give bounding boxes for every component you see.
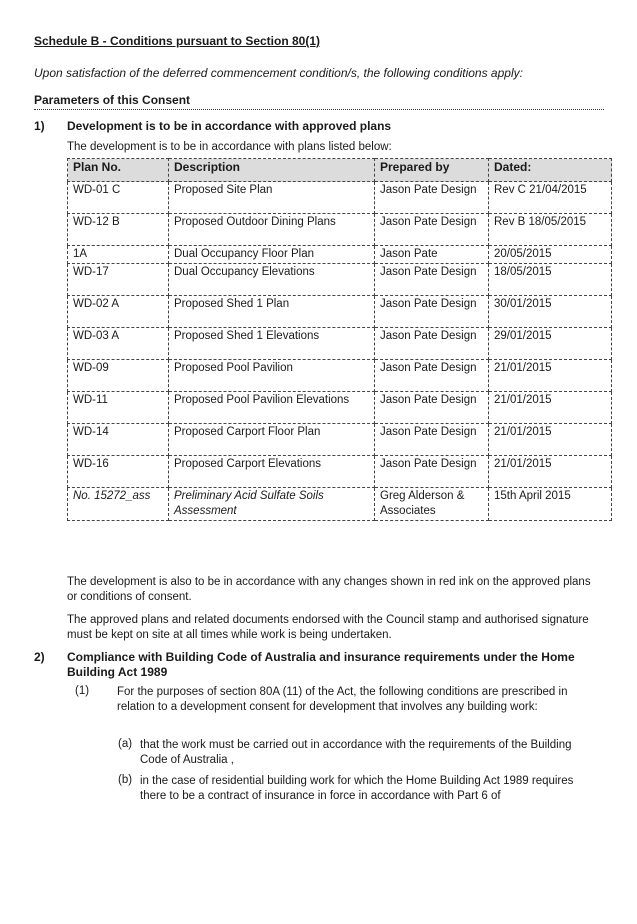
cell-prepared-by: Jason Pate Design xyxy=(375,360,489,392)
cell-description: Proposed Pool Pavilion xyxy=(169,360,375,392)
cell-plan-no: WD-09 xyxy=(68,360,169,392)
cell-dated: 21/01/2015 xyxy=(489,456,612,488)
cell-dated: 30/01/2015 xyxy=(489,296,612,328)
cell-dated: 21/01/2015 xyxy=(489,360,612,392)
header-prepared-by: Prepared by xyxy=(375,159,489,182)
sub-1-label: (1) xyxy=(75,685,90,697)
section-1-after-table: The development is also to be in accordance with any changes shown in red ink on the approved plans or conditions of consent. xyxy=(67,576,591,603)
cell-plan-no: WD-03 A xyxy=(68,328,169,360)
cell-prepared-by: Jason Pate Design xyxy=(375,264,489,296)
cell-dated: 20/05/2015 xyxy=(489,246,612,264)
table-row xyxy=(68,328,612,360)
table-row xyxy=(68,246,612,264)
cell-description: Proposed Pool Pavilion Elevations xyxy=(169,392,375,424)
table-row xyxy=(68,214,612,246)
cell-prepared-by: Greg Alderson & Associates xyxy=(375,488,489,521)
schedule-title: Schedule B - Conditions pursuant to Section 80(1) xyxy=(34,34,321,48)
cell-plan-no: WD-14 xyxy=(68,424,169,456)
table-row xyxy=(68,182,612,214)
cell-prepared-by: Jason Pate Design xyxy=(375,456,489,488)
cell-plan-no: WD-12 B xyxy=(68,214,169,246)
cell-prepared-by: Jason Pate Design xyxy=(375,296,489,328)
cell-dated: Rev C 21/04/2015 xyxy=(489,182,612,214)
cell-description: Dual Occupancy Floor Plan xyxy=(169,246,375,264)
section-2-heading: Compliance with Building Code of Australia and insurance requirements under the Home Building Act 1989 xyxy=(67,650,575,679)
cell-plan-no: WD-01 C xyxy=(68,182,169,214)
cell-description: Proposed Carport Elevations xyxy=(169,456,375,488)
item-a-label: (a) xyxy=(118,738,133,750)
sub-1-text: For the purposes of section 80A (11) of the Act, the following conditions are prescribed in relation to a development consent for development that involves any building work: xyxy=(117,686,568,713)
plans-table xyxy=(67,158,612,521)
item-b-text: in the case of residential building work for which the Home Building Act 1989 requires there to be a contract of insurance in force in accordance with Part 6 of xyxy=(140,775,574,802)
header-plan-no: Plan No. xyxy=(68,159,169,182)
cell-description: Dual Occupancy Elevations xyxy=(169,264,375,296)
table-row xyxy=(68,360,612,392)
item-b-label: (b) xyxy=(118,774,133,786)
cell-prepared-by: Jason Pate Design xyxy=(375,214,489,246)
table-row xyxy=(68,424,612,456)
cell-plan-no: WD-16 xyxy=(68,456,169,488)
cell-prepared-by: Jason Pate Design xyxy=(375,392,489,424)
table-header-row xyxy=(68,159,612,182)
cell-dated: 21/01/2015 xyxy=(489,392,612,424)
parameters-heading: Parameters of this Consent xyxy=(34,93,604,110)
cell-description: Proposed Site Plan xyxy=(169,182,375,214)
table-row xyxy=(68,264,612,296)
cell-dated: 29/01/2015 xyxy=(489,328,612,360)
section-1-number: 1) xyxy=(34,119,45,133)
cell-prepared-by: Jason Pate Design xyxy=(375,328,489,360)
cell-dated: 15th April 2015 xyxy=(489,488,612,521)
cell-plan-no: No. 15272_ass xyxy=(68,488,169,521)
cell-plan-no: WD-17 xyxy=(68,264,169,296)
section-2-number: 2) xyxy=(34,650,45,664)
cell-plan-no: WD-11 xyxy=(68,392,169,424)
cell-dated: Rev B 18/05/2015 xyxy=(489,214,612,246)
cell-plan-no: WD-02 A xyxy=(68,296,169,328)
header-description: Description xyxy=(169,159,375,182)
cell-prepared-by: Jason Pate Design xyxy=(375,182,489,214)
cell-dated: 21/01/2015 xyxy=(489,424,612,456)
intro-text: Upon satisfaction of the deferred commencement condition/s, the following conditions apply: xyxy=(34,66,523,80)
cell-description: Proposed Shed 1 Plan xyxy=(169,296,375,328)
cell-prepared-by: Jason Pate xyxy=(375,246,489,264)
section-1-stamp-note: The approved plans and related documents endorsed with the Council stamp and authorised signature must be kept on site at all times while work is being undertaken. xyxy=(67,614,589,641)
item-a-text: that the work must be carried out in accordance with the requirements of the Building Code of Australia , xyxy=(140,739,572,766)
table-row xyxy=(68,456,612,488)
cell-description: Proposed Outdoor Dining Plans xyxy=(169,214,375,246)
cell-description: Preliminary Acid Sulfate Soils Assessment xyxy=(169,488,375,521)
table-row xyxy=(68,296,612,328)
cell-prepared-by: Jason Pate Design xyxy=(375,424,489,456)
cell-description: Proposed Shed 1 Elevations xyxy=(169,328,375,360)
cell-plan-no: 1A xyxy=(68,246,169,264)
table-row xyxy=(68,488,612,521)
header-dated: Dated: xyxy=(489,159,612,182)
cell-dated: 18/05/2015 xyxy=(489,264,612,296)
table-row xyxy=(68,392,612,424)
section-1-heading: Development is to be in accordance with approved plans xyxy=(67,119,392,133)
cell-description: Proposed Carport Floor Plan xyxy=(169,424,375,456)
section-1-lead: The development is to be in accordance with plans listed below: xyxy=(67,141,392,153)
